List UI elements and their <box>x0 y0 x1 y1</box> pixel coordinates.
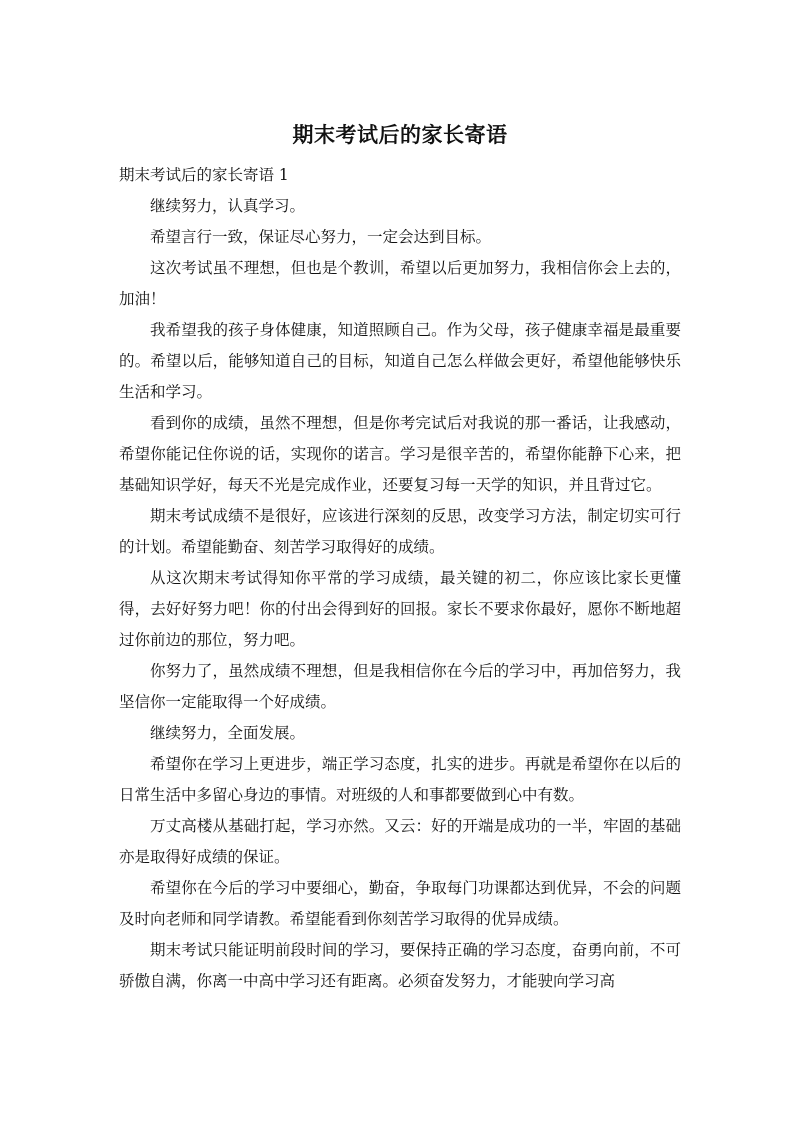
paragraph: 这次考试虽不理想，但也是个教训，希望以后更加努力，我相信你会上去的，加油！ <box>119 259 681 308</box>
paragraph: 继续努力，认真学习。 <box>150 197 306 215</box>
paragraph: 我希望我的孩子身体健康，知道照顾自己。作为父母，孩子健康幸福是最重要的。希望以后，能够知道自己的目标，知道自己怎么样做会更好，希望他能够快乐生活和学习。 <box>119 321 681 401</box>
paragraph: 万丈高楼从基础打起，学习亦然。又云：好的开端是成功的一半，牢固的基础亦是取得好成绩的保证。 <box>119 817 681 866</box>
paragraph: 看到你的成绩，虽然不理想，但是你考完试后对我说的那一番话，让我感动，希望你能记住你说的话，实现你的诺言。学习是很辛苦的，希望你能静下心来，把基础知识学好，每天不光是完成作业，还要复习每一天学的知识，并且背过它。 <box>119 414 681 494</box>
paragraph: 希望言行一致，保证尽心努力，一定会达到目标。 <box>150 228 492 246</box>
paragraph: 继续努力，全面发展。 <box>150 724 306 742</box>
paragraph: 期末考试成绩不是很好，应该进行深刻的反思，改变学习方法，制定切实可行的计划。希望能勤奋、刻苦学习取得好的成绩。 <box>119 507 681 556</box>
paragraph: 期末考试只能证明前段时间的学习，要保持正确的学习态度，奋勇向前，不可骄傲自满，你离一中高中学习还有距离。必须奋发努力，才能驶向学习高 <box>119 941 681 990</box>
section-heading: 期末考试后的家长寄语 1 <box>119 166 289 184</box>
paragraph: 希望你在学习上更进步，端正学习态度，扎实的进步。再就是希望你在以后的日常生活中多留心身边的事情。对班级的人和事都要做到心中有数。 <box>119 755 681 804</box>
paragraph: 从这次期末考试得知你平常的学习成绩，最关键的初二，你应该比家长更懂得，去好好努力吧！你的付出会得到好的回报。家长不要求你最好，愿你不断地超过你前边的那位，努力吧。 <box>119 569 681 649</box>
paragraph: 你努力了，虽然成绩不理想，但是我相信你在今后的学习中，再加倍努力，我坚信你一定能取得一个好成绩。 <box>119 662 681 711</box>
paragraph: 希望你在今后的学习中要细心，勤奋，争取每门功课都达到优异，不会的问题及时向老师和同学请教。希望能看到你刻苦学习取得的优异成绩。 <box>119 879 681 928</box>
document-body <box>119 160 681 997</box>
document-title: 期末考试后的家长寄语 <box>292 123 508 147</box>
